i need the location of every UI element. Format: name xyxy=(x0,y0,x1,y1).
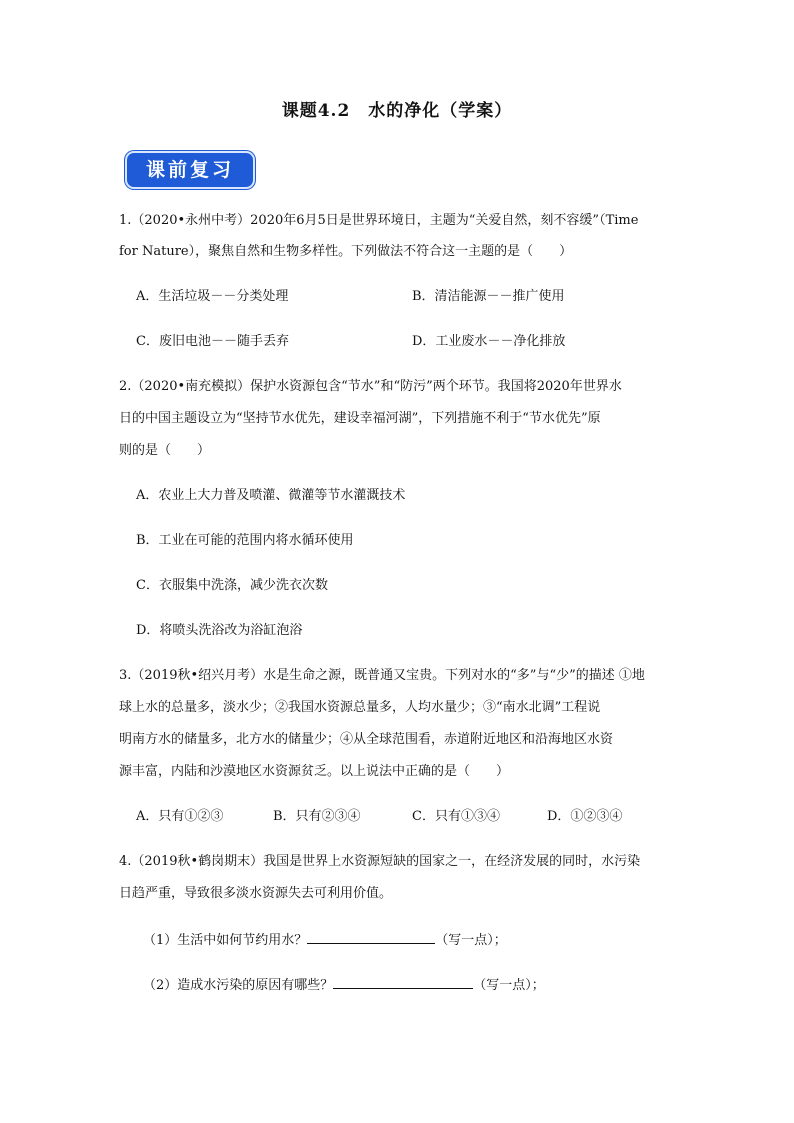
page-title: 课题4.2 水的净化（学案） xyxy=(281,101,513,121)
q4-subpart-1 xyxy=(143,930,507,950)
q3-option-d: D．①②③④ xyxy=(547,809,623,824)
q2-option-c: C．衣服集中洗涤，减少洗衣次数 xyxy=(136,578,328,593)
q1-option-b: B．清洁能源－－推广使用 xyxy=(412,289,565,304)
section-badge: 课前复习 xyxy=(125,151,255,189)
answer-blank-2[interactable] xyxy=(333,975,473,989)
q3-stem-line-1: 3.（2019秋•绍兴月考）水是生命之源，既普通又宝贵。下列对水的“多”与“少”的描述 ①地 xyxy=(119,668,645,683)
q3-stem-line-2: 球上水的总量多，淡水少；②我国水资源总量多，人均水量少；③“南水北调”工程说 xyxy=(119,700,601,715)
q1-option-c: C．废旧电池－－随手丢弃 xyxy=(136,334,289,349)
q3-stem-line-4: 源丰富，内陆和沙漠地区水资源贫乏。以上说法中正确的是（ ） xyxy=(119,764,510,779)
q2-option-b: B．工业在可能的范围内将水循环使用 xyxy=(136,533,354,548)
q1-option-d: D．工业废水－－净化排放 xyxy=(412,334,566,349)
q2-stem-line-1: 2.（2020•南充模拟）保护水资源包含“节水”和“防污”两个环节。我国将2020年世界水 xyxy=(119,379,622,394)
q2-stem-line-2: 日的中国主题设立为“坚持节水优先，建设幸福河湖”，下列措施不利于“节水优先”原 xyxy=(119,411,601,426)
q2-stem-line-3: 则的是（ ） xyxy=(119,443,211,458)
q3-stem-line-3: 明南方水的储量多，北方水的储量少；④从全球范围看，赤道附近地区和沿海地区水资 xyxy=(119,732,614,747)
q4-subpart-2-prompt: （2）造成水污染的原因有哪些？ xyxy=(143,978,334,993)
q4-subpart-2 xyxy=(143,975,545,995)
q2-option-d: D．将喷头洗浴改为浴缸泡浴 xyxy=(136,623,303,638)
q4-subpart-1-prompt: （1）生活中如何节约用水？ xyxy=(143,933,308,948)
q4-stem-line-1: 4.（2019秋•鹤岗期末）我国是世界上水资源短缺的国家之一，在经济发展的同时，水污染 xyxy=(119,854,641,869)
q1-stem-line-1: 1.（2020•永州中考）2020年6月5日是世界环境日，主题为“关爱自然，刻不容缓”（Time xyxy=(119,213,639,228)
q1-stem-line-2: for Nature），聚焦自然和生物多样性。下列做法不符合这一主题的是（ ） xyxy=(119,244,573,259)
q4-subpart-1-hint: （写一点）； xyxy=(435,933,507,948)
q3-option-c: C．只有①③④ xyxy=(412,809,500,824)
q2-option-a: A．农业上大力普及喷灌、微灌等节水灌溉技术 xyxy=(136,488,406,503)
q4-stem-line-2: 日趋严重，导致很多淡水资源失去可利用价值。 xyxy=(119,886,393,901)
q4-subpart-2-hint: （写一点）； xyxy=(473,978,545,993)
q3-option-a: A．只有①②③ xyxy=(136,809,224,824)
answer-blank-1[interactable] xyxy=(307,930,435,944)
q3-option-b: B．只有②③④ xyxy=(273,809,361,824)
q1-option-a: A．生活垃圾－－分类处理 xyxy=(136,289,289,304)
